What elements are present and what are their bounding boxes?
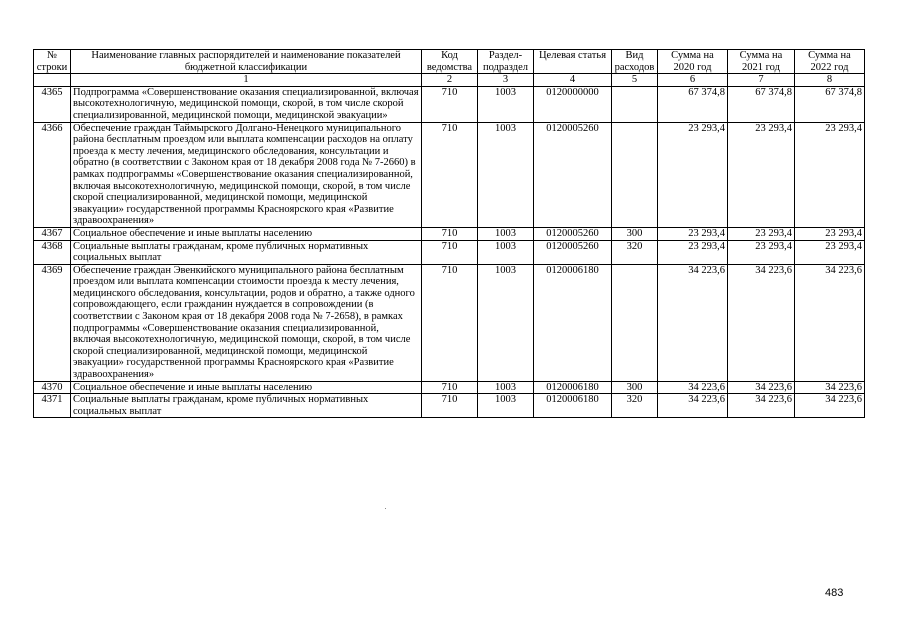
page-number: 483 [825,587,844,599]
row-sum-2020: 23 293,4 [658,240,728,264]
row-sum-2021: 23 293,4 [728,227,795,240]
row-name: Подпрограмма «Совершенствование оказания специализированной, включая высокотехнологичную, медицинской помощи, скорой, в том числе скорой специализированной, медицинской помощи, медицинской эвакуации» [71,86,422,122]
column-number-row [34,74,865,87]
header-target-article: Целевая статья [534,50,612,74]
row-section: 1003 [478,86,534,122]
row-number: 4365 [34,86,71,122]
header-section: Раздел-подраздел [478,50,534,74]
row-sum-2022: 34 223,6 [795,381,865,394]
row-sum-2021: 34 223,6 [728,264,795,381]
row-expense-type: 320 [612,394,658,418]
header-expense-type: Вид расходов [612,50,658,74]
row-sum-2022: 67 374,8 [795,86,865,122]
row-target-article: 0120005260 [534,240,612,264]
table-row [34,264,865,381]
row-dept-code: 710 [422,264,478,381]
row-sum-2020: 23 293,4 [658,227,728,240]
table-row [34,394,865,418]
row-name: Обеспечение граждан Таймырского Долгано-Ненецкого муниципального района бесплатным проездом или выплата компенсации расходов на оплату проезда к месту лечения, медицинского обследования, консультации и обратно (в соответствии с Законом края от 18 декабря 2008 года № 7-2660) в рамках подпрограммы «Совершенствование оказания специализированной, включая высокотехнологичную, медицинской помощи, скорой, в том числе скорой специализированной, медицинской помощи, медицинской эвакуации» государственной программы Красноярского края «Развитие здравоохранения» [71,122,422,227]
row-section: 1003 [478,122,534,227]
table-row [34,240,865,264]
row-name: Социальное обеспечение и иные выплаты населению [71,227,422,240]
row-target-article: 0120005260 [534,122,612,227]
row-target-article: 0120006180 [534,264,612,381]
row-name: Социальное обеспечение и иные выплаты населению [71,381,422,394]
row-sum-2020: 34 223,6 [658,264,728,381]
row-dept-code: 710 [422,240,478,264]
row-section: 1003 [478,381,534,394]
row-sum-2022: 23 293,4 [795,240,865,264]
row-number: 4370 [34,381,71,394]
row-expense-type [612,86,658,122]
row-dept-code: 710 [422,86,478,122]
row-dept-code: 710 [422,381,478,394]
header-sum-2021: Сумма на 2021 год [728,50,795,74]
header-row [34,50,865,74]
scan-speck [385,508,386,509]
table-row [34,227,865,240]
header-sum-2020: Сумма на 2020 год [658,50,728,74]
row-target-article: 0120005260 [534,227,612,240]
row-number: 4371 [34,394,71,418]
row-target-article: 0120000000 [534,86,612,122]
table-row [34,86,865,122]
row-expense-type: 320 [612,240,658,264]
row-name: Обеспечение граждан Эвенкийского муниципального района бесплатным проездом или выплата компенсации стоимости проезда к месту лечения, медицинского обследования, консультации, родов и обратно, а также одного сопровождающего, если гражданин нуждается в сопровождении (в соответствии с Законом края от 18 декабря 2008 года № 7-2658), в рамках подпрограммы «Совершенствование оказания специализированной, включая высокотехнологичную, медицинской помощи, скорой, в том числе скорой специализированной, медицинской помощи, медицинской эвакуации» государственной программы Красноярского края «Развитие здравоохранения» [71,264,422,381]
row-dept-code: 710 [422,122,478,227]
row-name: Социальные выплаты гражданам, кроме публичных нормативных социальных выплат [71,394,422,418]
column-number: 6 [658,74,728,87]
row-expense-type: 300 [612,381,658,394]
row-sum-2021: 23 293,4 [728,240,795,264]
row-name: Социальные выплаты гражданам, кроме публичных нормативных социальных выплат [71,240,422,264]
row-sum-2021: 34 223,6 [728,394,795,418]
header-sum-2022: Сумма на 2022 год [795,50,865,74]
row-expense-type [612,264,658,381]
column-number: 8 [795,74,865,87]
header-name: Наименование главных распорядителей и наименование показателей бюджетной классификации [71,50,422,74]
row-sum-2021: 67 374,8 [728,86,795,122]
column-number: 2 [422,74,478,87]
row-section: 1003 [478,394,534,418]
row-number: 4366 [34,122,71,227]
table-row [34,381,865,394]
budget-table [33,49,865,418]
table-row [34,122,865,227]
row-sum-2020: 34 223,6 [658,394,728,418]
row-sum-2022: 34 223,6 [795,264,865,381]
row-sum-2020: 34 223,6 [658,381,728,394]
row-sum-2021: 34 223,6 [728,381,795,394]
row-number: 4367 [34,227,71,240]
column-number-blank [34,74,71,87]
row-number: 4369 [34,264,71,381]
header-row-number: № строки [34,50,71,74]
row-section: 1003 [478,227,534,240]
row-expense-type: 300 [612,227,658,240]
column-number: 4 [534,74,612,87]
row-sum-2022: 23 293,4 [795,227,865,240]
row-dept-code: 710 [422,394,478,418]
header-dept-code: Код ведомства [422,50,478,74]
row-target-article: 0120006180 [534,381,612,394]
row-number: 4368 [34,240,71,264]
row-sum-2022: 34 223,6 [795,394,865,418]
column-number: 1 [71,74,422,87]
row-section: 1003 [478,240,534,264]
column-number: 3 [478,74,534,87]
column-number: 7 [728,74,795,87]
row-target-article: 0120006180 [534,394,612,418]
row-sum-2021: 23 293,4 [728,122,795,227]
row-dept-code: 710 [422,227,478,240]
row-expense-type [612,122,658,227]
column-number: 5 [612,74,658,87]
row-section: 1003 [478,264,534,381]
row-sum-2020: 23 293,4 [658,122,728,227]
row-sum-2022: 23 293,4 [795,122,865,227]
row-sum-2020: 67 374,8 [658,86,728,122]
